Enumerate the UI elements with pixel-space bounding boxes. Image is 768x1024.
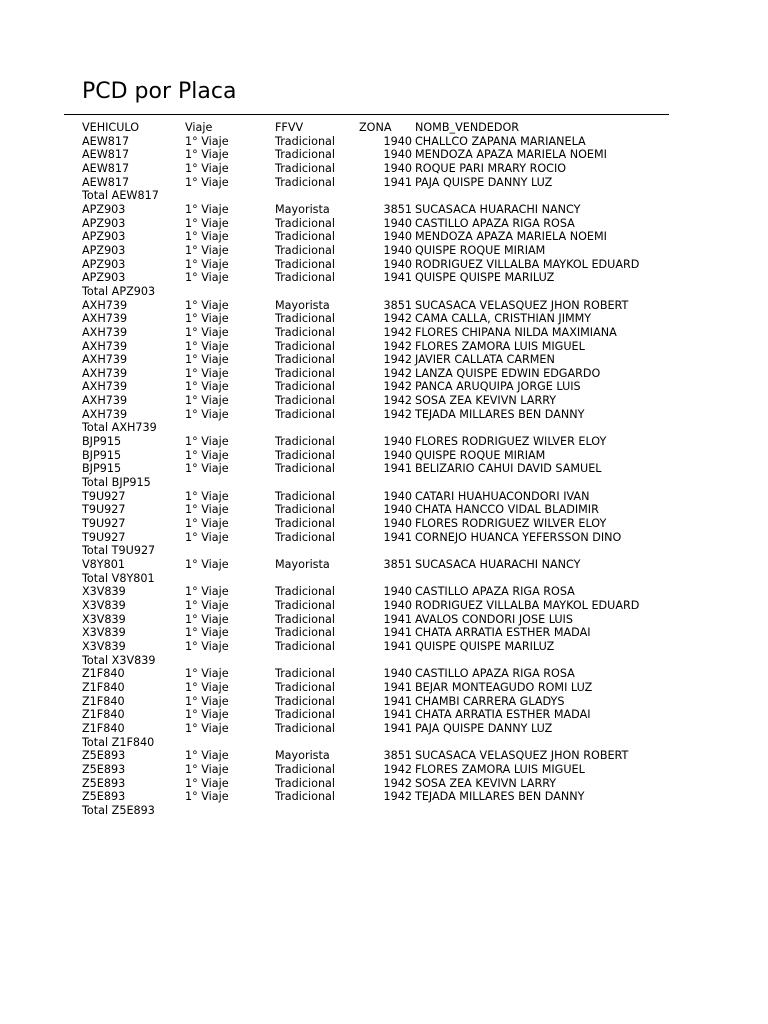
cell-zona: 1942 bbox=[383, 790, 412, 804]
header-vehiculo: VEHICULO bbox=[82, 121, 140, 134]
cell-zona: 1941 bbox=[383, 175, 412, 189]
cell-vendedor: SUCASACA HUARACHI NANCY bbox=[415, 202, 581, 216]
report-body bbox=[82, 135, 675, 818]
cell-ffvv: Tradicional bbox=[275, 598, 336, 612]
cell-vendedor: FLORES RODRIGUEZ WILVER ELOY bbox=[415, 517, 607, 531]
cell-viaje: 1° Viaje bbox=[185, 380, 229, 394]
table-row bbox=[82, 135, 675, 149]
cell-ffvv: Tradicional bbox=[275, 257, 336, 271]
cell-vendedor: CHATA ARRATIA ESTHER MADAI bbox=[415, 626, 591, 640]
cell-vendedor: CHALLCO ZAPANA MARIANELA bbox=[415, 134, 586, 148]
cell-ffvv: Tradicional bbox=[275, 366, 336, 380]
cell-vendedor: SUCASACA VELASQUEZ JHON ROBERT bbox=[415, 298, 629, 312]
report-table bbox=[82, 121, 675, 817]
table-row bbox=[82, 503, 675, 517]
cell-zona: 1940 bbox=[383, 216, 412, 230]
cell-zona: 1942 bbox=[383, 312, 412, 326]
cell-viaje: 1° Viaje bbox=[185, 325, 229, 339]
cell-viaje: 1° Viaje bbox=[185, 639, 229, 653]
cell-ffvv: Tradicional bbox=[275, 626, 336, 640]
cell-vehiculo: X3V839 bbox=[82, 612, 126, 626]
cell-zona: 1940 bbox=[383, 667, 412, 681]
cell-vehiculo: AXH739 bbox=[82, 407, 128, 421]
cell-zona: 1940 bbox=[383, 230, 412, 244]
total-row bbox=[82, 285, 675, 299]
total-label: Total AEW817 bbox=[82, 189, 159, 203]
cell-zona: 1940 bbox=[383, 148, 412, 162]
cell-vehiculo: Z5E893 bbox=[82, 790, 126, 804]
cell-zona: 3851 bbox=[383, 202, 412, 216]
cell-ffvv: Tradicional bbox=[275, 585, 336, 599]
cell-vendedor: PAJA QUISPE DANNY LUZ bbox=[415, 175, 553, 189]
table-row bbox=[82, 558, 675, 572]
cell-viaje: 1° Viaje bbox=[185, 407, 229, 421]
table-row bbox=[82, 449, 675, 463]
table-row bbox=[82, 312, 675, 326]
cell-vendedor: SUCASACA VELASQUEZ JHON ROBERT bbox=[415, 749, 629, 763]
cell-viaje: 1° Viaje bbox=[185, 257, 229, 271]
cell-zona: 1942 bbox=[383, 339, 412, 353]
cell-vendedor: CASTILLO APAZA RIGA ROSA bbox=[415, 585, 575, 599]
cell-viaje: 1° Viaje bbox=[185, 626, 229, 640]
cell-viaje: 1° Viaje bbox=[185, 517, 229, 531]
cell-viaje: 1° Viaje bbox=[185, 202, 229, 216]
cell-viaje: 1° Viaje bbox=[185, 530, 229, 544]
cell-vehiculo: T9U927 bbox=[82, 530, 126, 544]
table-row bbox=[82, 244, 675, 258]
cell-ffvv: Tradicional bbox=[275, 489, 336, 503]
cell-ffvv: Mayorista bbox=[275, 202, 330, 216]
cell-vendedor: SUCASACA HUARACHI NANCY bbox=[415, 558, 581, 571]
cell-vehiculo: APZ903 bbox=[82, 216, 126, 230]
cell-ffvv: Tradicional bbox=[275, 339, 336, 353]
cell-zona: 1940 bbox=[383, 257, 412, 271]
table-row bbox=[82, 271, 675, 285]
cell-ffvv: Tradicional bbox=[275, 435, 336, 449]
cell-zona: 1940 bbox=[383, 134, 412, 148]
table-row bbox=[82, 176, 675, 190]
total-row bbox=[82, 736, 675, 750]
page-title: PCD por Placa bbox=[82, 79, 237, 104]
cell-vehiculo: BJP915 bbox=[82, 462, 122, 476]
cell-ffvv: Tradicional bbox=[275, 517, 336, 531]
cell-zona: 1942 bbox=[383, 325, 412, 339]
cell-ffvv: Tradicional bbox=[275, 380, 336, 394]
cell-vendedor: CORNEJO HUANCA YEFERSSON DINO bbox=[415, 530, 622, 544]
table-row bbox=[82, 681, 675, 695]
cell-vendedor: SOSA ZEA KEVIVN LARRY bbox=[415, 776, 557, 790]
cell-vendedor: QUISPE ROQUE MIRIAM bbox=[415, 448, 546, 462]
cell-vendedor: BEJAR MONTEAGUDO ROMI LUZ bbox=[415, 680, 593, 694]
table-row bbox=[82, 613, 675, 627]
cell-viaje: 1° Viaje bbox=[185, 366, 229, 380]
cell-ffvv: Tradicional bbox=[275, 639, 336, 653]
header-ffvv: FFVV bbox=[275, 121, 304, 134]
cell-vehiculo: APZ903 bbox=[82, 271, 126, 285]
cell-vehiculo: X3V839 bbox=[82, 639, 126, 653]
cell-viaje: 1° Viaje bbox=[185, 298, 229, 312]
table-row bbox=[82, 408, 675, 422]
cell-vendedor: CATARI HUAHUACONDORI IVAN bbox=[415, 489, 590, 503]
cell-vendedor: MENDOZA APAZA MARIELA NOEMI bbox=[415, 148, 607, 162]
cell-vendedor: AVALOS CONDORI JOSE LUIS bbox=[415, 612, 573, 626]
cell-vendedor: CHATA HANCCO VIDAL BLADIMIR bbox=[415, 503, 599, 517]
table-row bbox=[82, 340, 675, 354]
title-divider bbox=[64, 114, 669, 115]
table-row bbox=[82, 326, 675, 340]
cell-vendedor: FLORES CHIPANA NILDA MAXIMIANA bbox=[415, 325, 617, 339]
cell-ffvv: Tradicional bbox=[275, 762, 336, 776]
table-row bbox=[82, 217, 675, 231]
cell-vehiculo: AXH739 bbox=[82, 339, 128, 353]
cell-ffvv: Tradicional bbox=[275, 612, 336, 626]
table-row bbox=[82, 258, 675, 272]
cell-vendedor: FLORES RODRIGUEZ WILVER ELOY bbox=[415, 435, 607, 449]
cell-vehiculo: BJP915 bbox=[82, 435, 122, 449]
table-row bbox=[82, 626, 675, 640]
cell-viaje: 1° Viaje bbox=[185, 598, 229, 612]
total-row bbox=[82, 189, 675, 203]
cell-vehiculo: Z5E893 bbox=[82, 762, 126, 776]
cell-viaje: 1° Viaje bbox=[185, 790, 229, 804]
table-row bbox=[82, 722, 675, 736]
cell-vehiculo: T9U927 bbox=[82, 489, 126, 503]
cell-vehiculo: AXH739 bbox=[82, 366, 128, 380]
table-row bbox=[82, 763, 675, 777]
cell-vendedor: QUISPE QUISPE MARILUZ bbox=[415, 271, 555, 285]
cell-zona: 3851 bbox=[383, 558, 412, 571]
cell-viaje: 1° Viaje bbox=[185, 230, 229, 244]
table-row bbox=[82, 394, 675, 408]
cell-viaje: 1° Viaje bbox=[185, 448, 229, 462]
cell-zona: 1941 bbox=[383, 680, 412, 694]
cell-ffvv: Tradicional bbox=[275, 667, 336, 681]
cell-ffvv: Tradicional bbox=[275, 230, 336, 244]
cell-zona: 1940 bbox=[383, 517, 412, 531]
cell-zona: 1940 bbox=[383, 161, 412, 175]
cell-ffvv: Tradicional bbox=[275, 462, 336, 476]
cell-zona: 1941 bbox=[383, 462, 412, 476]
cell-ffvv: Tradicional bbox=[275, 394, 336, 408]
cell-vendedor: ROQUE PARI MRARY ROCIO bbox=[415, 161, 567, 175]
cell-viaje: 1° Viaje bbox=[185, 503, 229, 517]
cell-vehiculo: AEW817 bbox=[82, 161, 130, 175]
cell-zona: 1942 bbox=[383, 366, 412, 380]
cell-vehiculo: T9U927 bbox=[82, 517, 126, 531]
table-row bbox=[82, 599, 675, 613]
cell-ffvv: Tradicional bbox=[275, 271, 336, 285]
cell-ffvv: Tradicional bbox=[275, 161, 336, 175]
cell-vendedor: MENDOZA APAZA MARIELA NOEMI bbox=[415, 230, 607, 244]
cell-ffvv: Tradicional bbox=[275, 148, 336, 162]
cell-viaje: 1° Viaje bbox=[185, 749, 229, 763]
cell-zona: 1942 bbox=[383, 394, 412, 408]
cell-zona: 1941 bbox=[383, 530, 412, 544]
cell-zona: 1942 bbox=[383, 380, 412, 394]
cell-vendedor: RODRIGUEZ VILLALBA MAYKOL EDUARD bbox=[415, 598, 640, 612]
cell-vehiculo: Z5E893 bbox=[82, 749, 126, 763]
table-row bbox=[82, 777, 675, 791]
total-label: Total T9U927 bbox=[82, 544, 156, 558]
cell-zona: 1941 bbox=[383, 639, 412, 653]
total-label: Total V8Y801 bbox=[82, 571, 155, 585]
cell-vehiculo: X3V839 bbox=[82, 585, 126, 599]
cell-zona: 1942 bbox=[383, 353, 412, 367]
cell-viaje: 1° Viaje bbox=[185, 134, 229, 148]
total-row bbox=[82, 804, 675, 818]
cell-ffvv: Tradicional bbox=[275, 776, 336, 790]
cell-viaje: 1° Viaje bbox=[185, 708, 229, 722]
cell-vendedor: RODRIGUEZ VILLALBA MAYKOL EDUARD bbox=[415, 257, 640, 271]
cell-vendedor: SOSA ZEA KEVIVN LARRY bbox=[415, 394, 557, 408]
table-row bbox=[82, 790, 675, 804]
table-row bbox=[82, 462, 675, 476]
cell-zona: 1941 bbox=[383, 708, 412, 722]
cell-vehiculo: Z1F840 bbox=[82, 708, 125, 722]
table-row bbox=[82, 531, 675, 545]
cell-vendedor: PANCA ARUQUIPA JORGE LUIS bbox=[415, 380, 581, 394]
cell-zona: 1942 bbox=[383, 776, 412, 790]
cell-zona: 1940 bbox=[383, 243, 412, 257]
cell-viaje: 1° Viaje bbox=[185, 271, 229, 285]
table-row bbox=[82, 230, 675, 244]
table-row bbox=[82, 517, 675, 531]
cell-viaje: 1° Viaje bbox=[185, 612, 229, 626]
cell-vehiculo: AXH739 bbox=[82, 394, 128, 408]
cell-vehiculo: AXH739 bbox=[82, 325, 128, 339]
cell-viaje: 1° Viaje bbox=[185, 339, 229, 353]
cell-ffvv: Mayorista bbox=[275, 749, 330, 763]
cell-viaje: 1° Viaje bbox=[185, 435, 229, 449]
cell-zona: 1940 bbox=[383, 598, 412, 612]
cell-zona: 1941 bbox=[383, 721, 412, 735]
cell-zona: 3851 bbox=[383, 749, 412, 763]
cell-ffvv: Tradicional bbox=[275, 694, 336, 708]
table-row bbox=[82, 367, 675, 381]
cell-vehiculo: Z5E893 bbox=[82, 776, 126, 790]
cell-vendedor: FLORES ZAMORA LUIS MIGUEL bbox=[415, 762, 585, 776]
table-row bbox=[82, 380, 675, 394]
cell-vendedor: PAJA QUISPE DANNY LUZ bbox=[415, 721, 553, 735]
cell-viaje: 1° Viaje bbox=[185, 312, 229, 326]
table-row bbox=[82, 585, 675, 599]
cell-viaje: 1° Viaje bbox=[185, 694, 229, 708]
cell-vehiculo: APZ903 bbox=[82, 243, 126, 257]
cell-viaje: 1° Viaje bbox=[185, 721, 229, 735]
cell-vehiculo: APZ903 bbox=[82, 257, 126, 271]
cell-viaje: 1° Viaje bbox=[185, 762, 229, 776]
total-row bbox=[82, 654, 675, 668]
cell-zona: 1941 bbox=[383, 612, 412, 626]
header-viaje: Viaje bbox=[185, 121, 213, 134]
cell-ffvv: Tradicional bbox=[275, 721, 336, 735]
cell-ffvv: Tradicional bbox=[275, 448, 336, 462]
cell-viaje: 1° Viaje bbox=[185, 776, 229, 790]
cell-zona: 1941 bbox=[383, 626, 412, 640]
cell-vehiculo: AEW817 bbox=[82, 148, 130, 162]
cell-viaje: 1° Viaje bbox=[185, 353, 229, 367]
cell-ffvv: Mayorista bbox=[275, 298, 330, 312]
cell-viaje: 1° Viaje bbox=[185, 148, 229, 162]
cell-zona: 3851 bbox=[383, 298, 412, 312]
table-row bbox=[82, 148, 675, 162]
header-vendedor: NOMB_VENDEDOR bbox=[415, 121, 520, 134]
table-row bbox=[82, 695, 675, 709]
cell-zona: 1942 bbox=[383, 407, 412, 421]
cell-vehiculo: AXH739 bbox=[82, 312, 128, 326]
cell-viaje: 1° Viaje bbox=[185, 462, 229, 476]
cell-ffvv: Tradicional bbox=[275, 708, 336, 722]
table-row bbox=[82, 640, 675, 654]
cell-viaje: 1° Viaje bbox=[185, 667, 229, 681]
table-row bbox=[82, 203, 675, 217]
cell-vehiculo: Z1F840 bbox=[82, 667, 125, 681]
cell-zona: 1941 bbox=[383, 694, 412, 708]
cell-vehiculo: APZ903 bbox=[82, 230, 126, 244]
cell-vehiculo: X3V839 bbox=[82, 626, 126, 640]
cell-vendedor: QUISPE QUISPE MARILUZ bbox=[415, 639, 555, 653]
cell-ffvv: Tradicional bbox=[275, 325, 336, 339]
cell-vendedor: CAMA CALLA, CRISTHIAN JIMMY bbox=[415, 312, 592, 326]
table-row bbox=[82, 749, 675, 763]
table-row bbox=[82, 162, 675, 176]
cell-vehiculo: Z1F840 bbox=[82, 721, 125, 735]
cell-vehiculo: AXH739 bbox=[82, 380, 128, 394]
cell-ffvv: Tradicional bbox=[275, 175, 336, 189]
cell-vehiculo: AXH739 bbox=[82, 353, 128, 367]
total-row bbox=[82, 572, 675, 586]
total-row bbox=[82, 476, 675, 490]
cell-vendedor: CHATA ARRATIA ESTHER MADAI bbox=[415, 708, 591, 722]
cell-vehiculo: T9U927 bbox=[82, 503, 126, 517]
cell-vendedor: TEJADA MILLARES BEN DANNY bbox=[415, 790, 585, 804]
header-row bbox=[82, 121, 675, 135]
total-label: Total X3V839 bbox=[82, 653, 156, 667]
cell-zona: 1940 bbox=[383, 503, 412, 517]
cell-ffvv: Tradicional bbox=[275, 312, 336, 326]
cell-viaje: 1° Viaje bbox=[185, 489, 229, 503]
table-row bbox=[82, 299, 675, 313]
cell-viaje: 1° Viaje bbox=[185, 216, 229, 230]
cell-ffvv: Mayorista bbox=[275, 558, 330, 571]
cell-ffvv: Tradicional bbox=[275, 503, 336, 517]
cell-viaje: 1° Viaje bbox=[185, 243, 229, 257]
cell-zona: 1942 bbox=[383, 762, 412, 776]
cell-ffvv: Tradicional bbox=[275, 243, 336, 257]
total-label: Total BJP915 bbox=[82, 476, 151, 490]
total-label: Total Z1F840 bbox=[82, 735, 155, 749]
cell-viaje: 1° Viaje bbox=[185, 558, 229, 571]
cell-vehiculo: Z1F840 bbox=[82, 694, 125, 708]
cell-zona: 1940 bbox=[383, 448, 412, 462]
cell-vendedor: BELIZARIO CAHUI DAVID SAMUEL bbox=[415, 462, 602, 476]
cell-viaje: 1° Viaje bbox=[185, 161, 229, 175]
table-row bbox=[82, 708, 675, 722]
total-label: Total AXH739 bbox=[82, 421, 157, 435]
cell-vendedor: CASTILLO APAZA RIGA ROSA bbox=[415, 216, 575, 230]
cell-vendedor: QUISPE ROQUE MIRIAM bbox=[415, 243, 546, 257]
cell-vehiculo: AEW817 bbox=[82, 134, 130, 148]
cell-viaje: 1° Viaje bbox=[185, 394, 229, 408]
cell-vendedor: FLORES ZAMORA LUIS MIGUEL bbox=[415, 339, 585, 353]
cell-vendedor: CASTILLO APAZA RIGA ROSA bbox=[415, 667, 575, 681]
total-label: Total Z5E893 bbox=[82, 803, 155, 817]
total-label: Total APZ903 bbox=[82, 284, 156, 298]
cell-vehiculo: V8Y801 bbox=[82, 558, 125, 571]
cell-ffvv: Tradicional bbox=[275, 353, 336, 367]
cell-ffvv: Tradicional bbox=[275, 790, 336, 804]
cell-zona: 1941 bbox=[383, 271, 412, 285]
cell-vehiculo: BJP915 bbox=[82, 448, 122, 462]
table-row bbox=[82, 353, 675, 367]
cell-ffvv: Tradicional bbox=[275, 216, 336, 230]
cell-vehiculo: AXH739 bbox=[82, 298, 128, 312]
cell-vehiculo: Z1F840 bbox=[82, 680, 125, 694]
cell-vendedor: TEJADA MILLARES BEN DANNY bbox=[415, 407, 585, 421]
cell-vendedor: CHAMBI CARRERA GLADYS bbox=[415, 694, 565, 708]
cell-vendedor: JAVIER CALLATA CARMEN bbox=[415, 353, 555, 367]
cell-vendedor: LANZA QUISPE EDWIN EDGARDO bbox=[415, 366, 601, 380]
cell-vehiculo: X3V839 bbox=[82, 598, 126, 612]
cell-zona: 1940 bbox=[383, 585, 412, 599]
cell-ffvv: Tradicional bbox=[275, 530, 336, 544]
total-row bbox=[82, 544, 675, 558]
cell-vehiculo: APZ903 bbox=[82, 202, 126, 216]
table-row bbox=[82, 667, 675, 681]
cell-zona: 1940 bbox=[383, 489, 412, 503]
cell-viaje: 1° Viaje bbox=[185, 680, 229, 694]
cell-ffvv: Tradicional bbox=[275, 680, 336, 694]
cell-zona: 1940 bbox=[383, 435, 412, 449]
table-row bbox=[82, 435, 675, 449]
total-row bbox=[82, 421, 675, 435]
cell-viaje: 1° Viaje bbox=[185, 175, 229, 189]
cell-ffvv: Tradicional bbox=[275, 407, 336, 421]
cell-ffvv: Tradicional bbox=[275, 134, 336, 148]
cell-viaje: 1° Viaje bbox=[185, 585, 229, 599]
table-row bbox=[82, 490, 675, 504]
header-zona: ZONA bbox=[359, 121, 392, 134]
cell-vehiculo: AEW817 bbox=[82, 175, 130, 189]
